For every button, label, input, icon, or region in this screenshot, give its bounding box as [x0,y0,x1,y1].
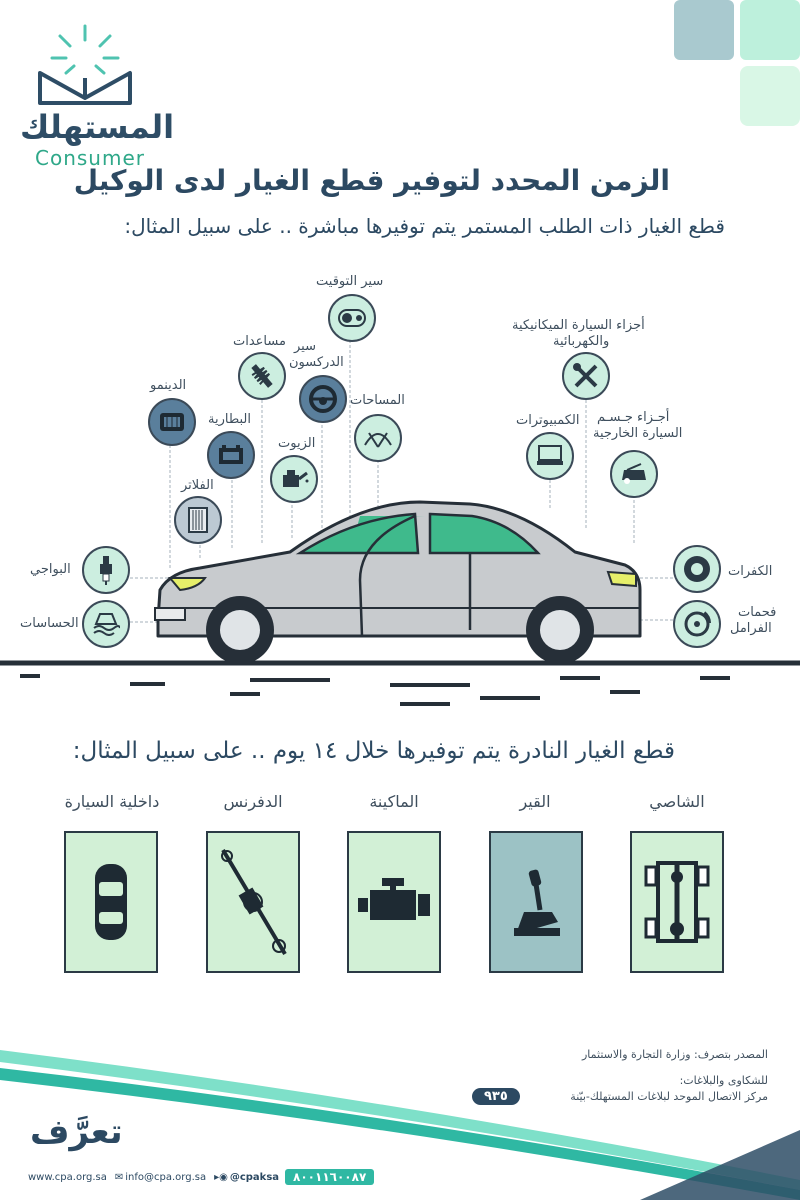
label-body-line1: أجـزاء جـسـم [597,410,670,425]
label-dynamo: الدينمو [150,378,187,393]
label-mech-elec-line1: أجزاء السيارة الميكانيكية [512,318,645,333]
page-subtitle: قطع الغيار ذات الطلب المستمر يتم توفيرها مباشرة .. على سبيل المثال: [124,214,725,238]
complaints-label: للشكاوى والبلاغات: [679,1074,768,1087]
logo-english-text: Consumer [35,146,145,170]
social-handle[interactable]: @cpaksa [229,1171,280,1183]
steering-wheel-icon [299,375,347,423]
label-interior: داخلية السيارة [64,792,160,811]
label-filters: الفلاتر [181,478,214,493]
label-wipers: المساحات [350,393,405,408]
label-timing-belt: سير التوقيت [316,274,384,289]
complaints-center: مركز الاتصال الموحد لبلاغات المستهلك-بيّنة [570,1090,768,1103]
label-tires: الكفرات [728,564,773,579]
car-body-icon [610,450,658,498]
logo-arabic-text: المستهلك [20,108,175,146]
rare-parts-title: قطع الغيار النادرة يتم توفيرها خلال ١٤ يوم .. على سبيل المثال: [72,738,675,764]
dynamo-icon [148,398,196,446]
email-link[interactable]: info@cpa.org.sa [125,1171,207,1183]
source-note: المصدر بتصرف: وزارة التجارة والاستثمار [581,1048,768,1061]
phone-number[interactable]: ٨٠٠١١٦٠٠٨٧ [285,1169,374,1185]
label-engine: الماكينة [369,792,419,811]
label-steering-belt-line2: الدركسون [289,355,344,370]
wiper-icon [354,414,402,462]
timing-belt-icon [328,294,376,342]
label-sensors: الحساسات [20,616,79,631]
oil-can-icon [270,455,318,503]
brand-wordmark: تعرَّف [30,1112,123,1152]
filter-icon [174,496,222,544]
tire-icon [673,545,721,593]
engine-icon [347,831,441,973]
brake-disc-icon [673,600,721,648]
hotline-badge: ٩٣٥ [472,1088,520,1105]
gear-stick-icon [489,831,583,973]
spark-plug-icon [82,546,130,594]
label-spark-plugs: البواجي [30,562,71,577]
email-icon: ✉ [114,1171,124,1183]
car-interior-icon [64,831,158,973]
label-shocks: مساعدات [233,334,286,349]
differential-icon [206,831,300,973]
social-icons: ▸◉ [214,1171,228,1183]
sensor-icon [82,600,130,648]
label-differential: الدفرنس [223,792,283,811]
tools-icon [562,352,610,400]
car-illustration [0,480,800,710]
label-mech-elec-line2: والكهربائية [553,334,610,349]
label-brakes-line2: الفرامل [730,621,772,636]
label-steering-belt-line1: سير [294,339,316,354]
label-gearbox: القير [519,792,551,811]
website-link[interactable]: www.cpa.org.sa [28,1171,107,1183]
label-battery: البطارية [208,412,251,427]
label-chassis: الشاصي [649,792,705,811]
footer-contact-bar [28,1168,380,1186]
label-computers: الكمبيوترات [516,413,580,428]
chassis-icon [630,831,724,973]
label-oils: الزيوت [278,436,316,451]
label-brakes-line1: فحمات [738,605,777,620]
battery-icon [207,431,255,479]
page-title: الزمن المحدد لتوفير قطع الغيار لدى الوكيل [73,164,670,197]
shock-absorber-icon [238,352,286,400]
label-body-line2: السيارة الخارجية [593,426,683,441]
computer-icon [526,432,574,480]
